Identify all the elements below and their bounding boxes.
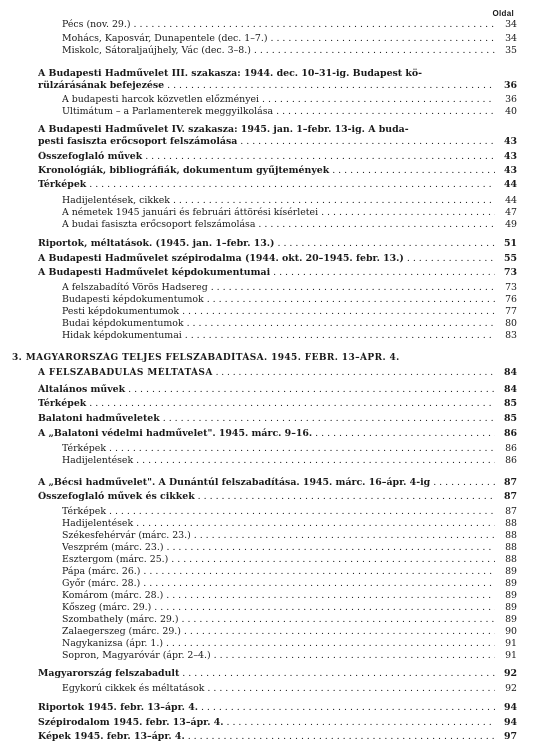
toc-entry-title: Budai képdokumentumok . . . — [62, 318, 495, 330]
toc-entry-title: Riportok 1945. febr. 13–ápr. 4. . . . — [38, 702, 495, 714]
toc-entry-title: Miskolc, Sátoraljaújhely, Vác (dec. 3–8.) . . . — [62, 45, 495, 57]
toc-entry-title: Komárom (márc. 28.) . . . — [62, 590, 495, 602]
toc-entry — [0, 717, 540, 731]
toc-entry-page: 85 — [503, 413, 517, 424]
toc-entry-page: 91 — [505, 638, 517, 649]
toc-entry-page: 85 — [503, 398, 517, 409]
toc-entry-title: Székesfehérvár (márc. 23.) . . . — [62, 530, 495, 542]
toc-entry-title: Hidak képdokumentumai . . . — [62, 330, 495, 342]
toc-entry-title: Szombathely (márc. 29.) . . . — [62, 614, 495, 626]
toc-entry-page: 73 — [503, 267, 517, 278]
toc-entry-title: A „Balatoni védelmi hadművelet". 1945. márc. 9–16. . . . — [38, 428, 495, 440]
toc-entry-title: Szépirodalom 1945. febr. 13–ápr. 4. . . . — [38, 717, 495, 729]
toc-entry-page: 43 — [503, 165, 517, 176]
toc-entry-page: 83 — [505, 330, 517, 341]
toc-entry-title: Győr (márc. 28.) . . . — [62, 578, 495, 590]
toc-entry-title: 3. MAGYARORSZÁG TELJES FELSZABADÍTÁSA. 1945. FEBR. 13–ÁPR. 4. — [12, 353, 400, 363]
toc-entry-title: Térképek . . . — [38, 179, 495, 191]
toc-entry-title: Ultimátum – a Parlamenterek meggyilkolása . . . — [62, 106, 495, 118]
toc-entry-title: Balatoni hadműveletek . . . — [38, 413, 495, 425]
toc-entry-title: A FELSZABADULÁS MÉLTATÁSA . . . — [38, 367, 495, 379]
toc-entry-title: Veszprém (márc. 23.) . . . — [62, 542, 495, 554]
toc-entry — [0, 179, 540, 193]
toc-entry-page: 89 — [505, 566, 517, 577]
toc-entry-page: 86 — [505, 455, 517, 466]
toc-entry-page: 84 — [503, 384, 517, 395]
toc-entry-page: 87 — [505, 506, 517, 517]
toc-entry-page: 94 — [503, 702, 517, 713]
toc-entry — [0, 267, 540, 281]
toc-entry-title: Nagykanizsa (ápr. 1.) . . . — [62, 638, 495, 650]
toc-entry-title: Képek 1945. febr. 13–ápr. 4. . . . — [38, 731, 495, 743]
toc-entry-page: 43 — [503, 136, 517, 147]
toc-entry-page: 51 — [503, 238, 517, 249]
toc-entry — [0, 45, 540, 59]
toc-entry-page: 77 — [505, 306, 517, 317]
toc-entry — [0, 165, 540, 179]
toc-entry-title: Mohács, Kaposvár, Dunapentele (dec. 1–7.) . . . — [62, 33, 495, 45]
toc-entry-page: 55 — [503, 253, 517, 264]
toc-entry — [0, 352, 540, 366]
toc-entry-page: 34 — [505, 33, 517, 44]
toc-entry-page: 87 — [503, 477, 517, 488]
toc-entry — [0, 367, 540, 381]
toc-entry-title: Térképek . . . — [38, 398, 495, 410]
toc-entry-title: Kronológiák, bibliográfiák, dokumentum gyűjtemények . . . — [38, 165, 495, 177]
toc-entry-title: Hadijelentések . . . — [62, 455, 495, 467]
toc-entry — [0, 398, 540, 412]
toc-entry-page: 34 — [505, 19, 517, 30]
toc-entry-page: 49 — [505, 219, 517, 230]
toc-entry — [0, 106, 540, 120]
toc-entry-title: Térképek . . . — [62, 443, 495, 455]
toc-entry-title: Általános művek . . . — [38, 384, 495, 396]
toc-entry-title: Budapesti képdokumentumok . . . — [62, 294, 495, 306]
toc-entry-title: Pécs (nov. 29.) . . . — [62, 19, 495, 31]
toc-entry-page: 84 — [503, 367, 517, 378]
toc-entry-page: 47 — [505, 207, 517, 218]
toc-entry-title: A Budapesti Hadművelet III. szakasza: 1944. dec. 10–31-ig. Budapest kö- — [38, 68, 423, 79]
toc-entry-page: 86 — [505, 443, 517, 454]
toc-entry-page: 92 — [503, 668, 517, 679]
toc-entry-page: 36 — [503, 80, 517, 91]
toc-entry-page: 36 — [505, 94, 517, 105]
toc-entry-page: 91 — [505, 650, 517, 661]
toc-entry-page: 89 — [505, 602, 517, 613]
toc-entry — [0, 668, 540, 682]
toc-entry-page: 86 — [503, 428, 517, 439]
toc-entry-page: 35 — [505, 45, 517, 56]
toc-entry — [0, 330, 540, 344]
toc-entry-page: 87 — [503, 491, 517, 502]
toc-entry-title: A Budapesti Hadművelet IV. szakasza: 1945. jan. 1–febr. 13-ig. A buda- — [38, 124, 409, 135]
toc-entry-page: 97 — [503, 731, 517, 742]
toc-entry-title: Összefoglaló művek és cikkek . . . — [38, 491, 495, 503]
toc-entry-title: A Budapesti Hadművelet szépirodalma (1944. okt. 20–1945. febr. 13.) . . . — [38, 253, 495, 265]
toc-entry — [0, 136, 540, 150]
toc-entry-title: A Budapesti Hadművelet képdokumentumai . . . — [38, 267, 495, 279]
toc-entry — [0, 650, 540, 664]
toc-entry — [0, 238, 540, 252]
toc-entry-page: 40 — [505, 106, 517, 117]
toc-entry-page: 89 — [505, 590, 517, 601]
toc-entry-title: Egykorú cikkek és méltatások . . . — [62, 683, 495, 695]
toc-entry-title: rülzárásának befejezése . . . — [38, 80, 495, 92]
toc-entry-page: 80 — [505, 318, 517, 329]
toc-entry-title: A felszabadító Vörös Hadsereg . . . — [62, 282, 495, 294]
toc-entry — [0, 384, 540, 398]
toc-entry-page: 76 — [505, 294, 517, 305]
toc-entry-page: 44 — [505, 195, 517, 206]
toc-entry-title: Hadijelentések . . . — [62, 518, 495, 530]
toc-entry-title: Kőszeg (márc. 29.) . . . — [62, 602, 495, 614]
toc-entry — [0, 80, 540, 94]
toc-entry-title: Összefoglaló művek . . . — [38, 151, 495, 163]
toc-entry-page: 89 — [505, 578, 517, 589]
toc-entry-title: Magyarország felszabadult . . . — [38, 668, 495, 680]
toc-entry-title: A budai fasiszta erőcsoport felszámolása . . . — [62, 219, 495, 231]
toc-entry — [0, 683, 540, 697]
toc-entry-page: 90 — [505, 626, 517, 637]
toc-entry-title: Pápa (márc. 26.) . . . — [62, 566, 495, 578]
toc-entry-title: pesti fasiszta erőcsoport felszámolása . . . — [38, 136, 495, 148]
toc-entry-title: Hadijelentések, cikkek . . . — [62, 195, 495, 207]
toc-entry-page: 89 — [505, 614, 517, 625]
toc-entry — [0, 428, 540, 442]
toc-entry-page: 73 — [505, 282, 517, 293]
toc-entry — [0, 219, 540, 233]
toc-entry-title: A „Bécsi hadművelet". A Dunántúl felszabadítása. 1945. márc. 16–ápr. 4-ig . . . — [38, 477, 495, 489]
toc-entry — [0, 477, 540, 491]
toc-entry-page: 44 — [503, 179, 517, 190]
toc-entry-title: A németek 1945 januári és februári áttörési kísérletei . . . — [62, 207, 495, 219]
toc-entry-page: 94 — [503, 717, 517, 728]
toc-entry-title: Sopron, Magyaróvár (ápr. 2–4.) . . . — [62, 650, 495, 662]
toc-entry — [0, 19, 540, 33]
toc-entry-page: 92 — [505, 683, 517, 694]
page-column-label: Oldal — [492, 9, 514, 18]
toc-entry-title: A budapesti harcok közvetlen előzményei . . . — [62, 94, 495, 106]
toc-entry — [0, 455, 540, 469]
toc-entry — [0, 702, 540, 716]
toc-entry-title: Pesti képdokumentumok . . . — [62, 306, 495, 318]
toc-entry — [0, 151, 540, 165]
toc-entry-title: Esztergom (márc. 25.) . . . — [62, 554, 495, 566]
toc-entry-page: 88 — [505, 530, 517, 541]
toc-entry — [0, 413, 540, 427]
toc-entry — [0, 253, 540, 267]
toc-entry-title: Térképek . . . — [62, 506, 495, 518]
toc-entry-title: Riportok, méltatások. (1945. jan. 1–febr. 13.) . . . — [38, 238, 495, 250]
toc-entry — [0, 491, 540, 505]
toc-entry-page: 88 — [505, 518, 517, 529]
toc-entry-title: Zalaegerszeg (márc. 29.) . . . — [62, 626, 495, 638]
toc-entry — [0, 731, 540, 745]
toc-entry-page: 43 — [503, 151, 517, 162]
toc-entry-page: 88 — [505, 542, 517, 553]
toc-entry-page: 88 — [505, 554, 517, 565]
